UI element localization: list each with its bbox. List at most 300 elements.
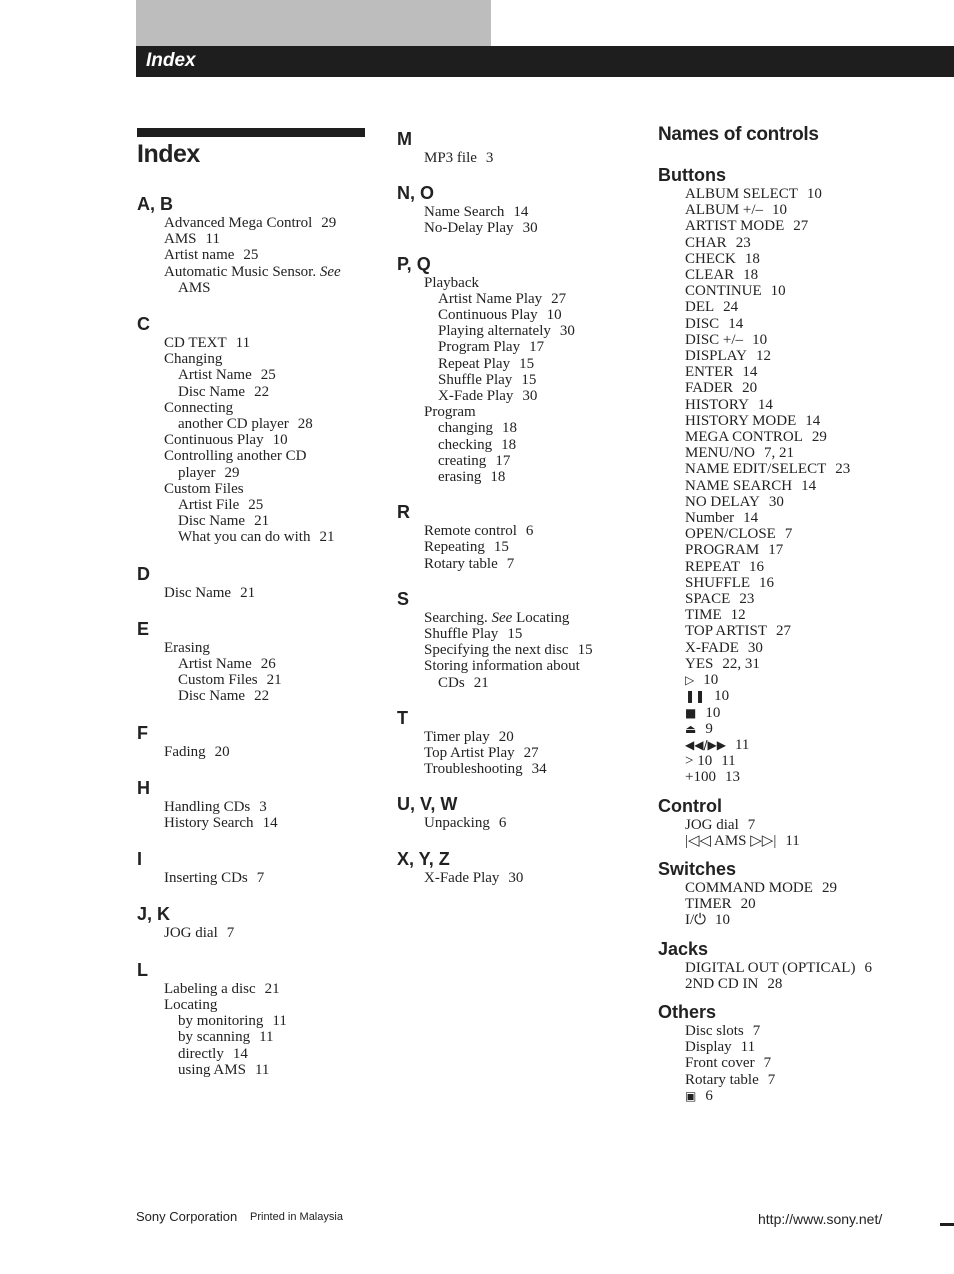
page-number: 13 xyxy=(724,769,740,786)
page-number: 34 xyxy=(531,761,547,778)
control-entry xyxy=(658,445,938,461)
page-number: 22, 31 xyxy=(722,655,760,672)
entry-text: Artist File xyxy=(178,497,240,514)
index-section xyxy=(137,618,365,705)
control-entry xyxy=(658,896,938,912)
entry-text: player xyxy=(178,464,216,481)
index-entry xyxy=(137,656,365,672)
entry-text: No-Delay Play xyxy=(424,220,514,237)
entry-text: What you can do with xyxy=(178,529,311,546)
control-name: Front cover xyxy=(685,1055,755,1072)
page-number: 15 xyxy=(577,642,593,659)
index-section xyxy=(397,128,637,166)
control-entry xyxy=(658,575,938,591)
index-entry xyxy=(397,729,637,745)
control-name: MEGA CONTROL xyxy=(685,429,803,446)
entry-text: Rotary table xyxy=(424,555,498,572)
index-entry xyxy=(397,275,637,291)
entry-text: Continuous Play xyxy=(164,432,264,449)
index-entry xyxy=(397,204,637,220)
control-entry xyxy=(658,591,938,607)
index-section xyxy=(137,848,365,886)
controls-group xyxy=(658,938,938,992)
index-entry xyxy=(137,416,365,432)
control-name: HISTORY xyxy=(685,396,749,413)
index-section xyxy=(397,707,637,778)
title-rule xyxy=(137,128,365,137)
index-entry xyxy=(397,291,637,307)
controls-group xyxy=(658,164,938,786)
entry-text: Specifying the next disc xyxy=(424,642,569,659)
controls-group xyxy=(658,858,938,929)
control-entry xyxy=(658,316,938,332)
index-entry xyxy=(397,150,637,166)
control-name: YES xyxy=(685,655,714,672)
index-letter-heading: E xyxy=(137,618,150,639)
control-name: Number xyxy=(685,510,735,527)
control-name: PROGRAM xyxy=(685,542,760,559)
control-name: DISC xyxy=(685,315,720,332)
entry-text: erasing xyxy=(438,469,482,486)
entry-text: AMS xyxy=(164,231,197,248)
page-number: 10 xyxy=(703,672,719,689)
page-number: 29 xyxy=(821,879,837,896)
page-number: 10 xyxy=(272,432,288,449)
page-number: 17 xyxy=(495,452,511,469)
page-number: 12 xyxy=(730,607,746,624)
page-number: 14 xyxy=(805,412,821,429)
entry-text: Playback xyxy=(424,274,479,291)
controls-title: Names of controls xyxy=(658,124,819,145)
page-number: 11 xyxy=(205,231,220,248)
entry-text: Top Artist Play xyxy=(424,745,515,762)
entry-text: by monitoring xyxy=(178,1013,264,1030)
page-number: 29 xyxy=(811,429,827,446)
page-number: 10 xyxy=(806,186,822,202)
entry-text: X-Fade Play xyxy=(424,869,500,886)
index-section xyxy=(137,193,365,296)
index-letter-heading: J, K xyxy=(137,904,171,925)
index-entry xyxy=(397,372,637,388)
index-letter-heading: M xyxy=(397,129,412,149)
entry-text: Labeling a disc xyxy=(164,980,256,997)
page-number: 27 xyxy=(551,290,567,307)
control-entry xyxy=(658,705,938,721)
control-name: COMMAND MODE xyxy=(685,879,813,896)
index-entry xyxy=(137,335,365,351)
controls-group-heading: Control xyxy=(658,795,722,816)
entry-text: Searching. xyxy=(424,609,488,626)
index-section xyxy=(137,777,365,831)
control-name: TOP ARTIST xyxy=(685,623,768,640)
control-name: Display xyxy=(685,1039,732,1056)
control-name: Rotary table xyxy=(685,1071,759,1088)
entry-text: Program Play xyxy=(438,339,521,356)
entry-text: Fading xyxy=(164,743,206,760)
control-entry xyxy=(658,656,938,672)
index-entry xyxy=(397,675,637,691)
index-entry xyxy=(397,658,637,674)
page-number: 30 xyxy=(508,869,524,886)
index-entry xyxy=(137,815,365,831)
header-label: Index xyxy=(146,50,196,71)
page-number: 14 xyxy=(728,315,744,332)
control-entry xyxy=(658,737,938,753)
entry-text: History Search xyxy=(164,815,254,832)
control-name: ENTER xyxy=(685,364,734,381)
page-number: 10 xyxy=(546,307,562,324)
index-letter-heading: N, O xyxy=(397,183,435,204)
entry-text: Changing xyxy=(164,351,223,368)
index-section xyxy=(137,722,365,760)
header-bar xyxy=(136,46,954,77)
entry-text: Remote control xyxy=(424,523,517,540)
entry-text: Artist Name Play xyxy=(438,290,543,307)
entry-text: Timer play xyxy=(424,728,490,745)
index-letter-heading: F xyxy=(137,722,148,743)
control-entry xyxy=(658,1023,938,1039)
entry-text: Shuffle Play xyxy=(424,626,499,643)
index-entry xyxy=(397,815,637,831)
index-letter-heading: S xyxy=(397,588,410,609)
index-section xyxy=(397,848,637,886)
controls-group xyxy=(658,1001,938,1104)
page-number: 23 xyxy=(735,234,751,251)
page-number: 21 xyxy=(254,513,270,530)
page-title: Index xyxy=(137,140,200,168)
page-number: 22 xyxy=(254,688,270,705)
control-name: DISPLAY xyxy=(685,348,747,365)
control-entry xyxy=(658,753,938,769)
page-number: 21 xyxy=(319,529,335,546)
control-name: SPACE xyxy=(685,591,731,608)
index-entry xyxy=(397,556,637,572)
index-entry xyxy=(137,264,365,280)
page-number: 11 xyxy=(272,1013,287,1030)
control-name: FADER xyxy=(685,380,734,397)
page-number: 20 xyxy=(740,896,756,913)
page-number: 14 xyxy=(743,510,759,527)
index-entry xyxy=(397,761,637,777)
entry-text: Artist name xyxy=(164,247,235,264)
entry-text: using AMS xyxy=(178,1061,246,1078)
index-letter-heading: T xyxy=(397,707,408,728)
page-number: 7 xyxy=(763,1055,772,1072)
control-entry xyxy=(658,1039,938,1055)
control-name: I/⏻ xyxy=(685,912,707,929)
index-entry xyxy=(137,925,365,941)
page-number: 6 xyxy=(498,815,507,832)
index-letter-heading: P, Q xyxy=(397,253,431,274)
entry-text: Artist Name xyxy=(178,367,252,384)
entry-text: Artist Name xyxy=(178,656,252,673)
index-entry xyxy=(137,367,365,383)
page-number: 10 xyxy=(714,688,730,705)
index-section xyxy=(137,903,365,941)
control-name: REPEAT xyxy=(685,558,741,575)
page-number: 20 xyxy=(742,380,758,397)
control-name: NAME EDIT/SELECT xyxy=(685,461,827,478)
entry-text: Storing information about xyxy=(424,658,580,675)
entry-text: Unpacking xyxy=(424,815,490,832)
control-name: HISTORY MODE xyxy=(685,412,797,429)
control-entry xyxy=(658,267,938,283)
control-entry xyxy=(658,640,938,656)
control-entry xyxy=(658,542,938,558)
index-entry xyxy=(137,799,365,815)
control-name: MENU/NO xyxy=(685,445,755,462)
control-entry xyxy=(658,202,938,218)
page-number: 15 xyxy=(521,371,537,388)
entry-text: Continuous Play xyxy=(438,307,538,324)
index-entry xyxy=(137,481,365,497)
control-symbol-icon: ❚❚ xyxy=(685,689,706,704)
index-entry xyxy=(137,384,365,400)
index-entry xyxy=(137,997,365,1013)
footer-url[interactable]: http://www.sony.net/ xyxy=(758,1211,883,1227)
entry-text: Repeating xyxy=(424,539,485,556)
entry-text: CDs xyxy=(438,674,465,691)
index-entry xyxy=(137,529,365,545)
entry-text: Connecting xyxy=(164,399,234,416)
control-entry xyxy=(658,251,938,267)
control-name: DISC +/– xyxy=(685,331,744,348)
index-entry xyxy=(137,1029,365,1045)
control-entry xyxy=(658,559,938,575)
index-entry xyxy=(137,981,365,997)
index-letter-heading: U, V, W xyxy=(397,794,458,815)
page-number: 18 xyxy=(743,267,759,284)
entry-text: Name Search xyxy=(424,204,505,221)
footer-printed: Printed in Malaysia xyxy=(250,1211,343,1223)
control-entry xyxy=(658,960,938,976)
entry-text: Troubleshooting xyxy=(424,761,523,778)
control-name: CHAR xyxy=(685,234,727,251)
page-number: 10 xyxy=(715,912,731,929)
control-entry xyxy=(658,461,938,477)
page-number: 15 xyxy=(507,626,523,643)
index-entry xyxy=(397,523,637,539)
index-entry xyxy=(137,1013,365,1029)
control-name: X-FADE xyxy=(685,639,739,656)
page-number: 9 xyxy=(705,720,713,737)
index-entry xyxy=(137,231,365,247)
control-symbol-icon: ■ xyxy=(685,705,697,720)
control-name: SHUFFLE xyxy=(685,574,751,591)
page-number: 30 xyxy=(747,639,763,656)
control-symbol-icon: ▣ xyxy=(685,1088,697,1103)
entry-text: JOG dial xyxy=(164,925,218,942)
control-name: TIMER xyxy=(685,896,732,913)
page-number: 15 xyxy=(493,539,509,556)
index-entry xyxy=(137,513,365,529)
index-section xyxy=(397,793,637,831)
controls-group-heading: Buttons xyxy=(658,165,726,185)
control-entry xyxy=(658,817,938,833)
index-entry xyxy=(137,215,365,231)
page-number: 20 xyxy=(498,728,514,745)
index-entry xyxy=(397,453,637,469)
control-entry xyxy=(658,186,938,202)
control-entry xyxy=(658,348,938,364)
page-number: 17 xyxy=(768,542,784,559)
see-target: Locating xyxy=(516,609,570,626)
page-number: 14 xyxy=(757,396,773,413)
control-name: DEL xyxy=(685,299,715,316)
page-number: 6 xyxy=(864,959,872,976)
entry-text: Handling CDs xyxy=(164,798,251,815)
index-column-2 xyxy=(397,128,637,902)
control-entry xyxy=(658,510,938,526)
index-letter-heading: R xyxy=(397,502,410,523)
entry-text: Advanced Mega Control xyxy=(164,215,313,231)
page-number: 18 xyxy=(501,420,517,437)
page-number: 11 xyxy=(254,1061,270,1078)
index-section xyxy=(137,959,365,1078)
entry-text: changing xyxy=(438,420,493,437)
entry-text: by scanning xyxy=(178,1029,251,1046)
control-symbol-icon: ⏏ xyxy=(685,721,697,736)
entry-text: checking xyxy=(438,436,493,453)
page-number: 3 xyxy=(259,798,267,815)
entry-text: X-Fade Play xyxy=(438,388,514,405)
page-number: 21 xyxy=(266,672,282,689)
index-letter-heading: C xyxy=(137,314,150,335)
control-entry xyxy=(658,299,938,315)
entry-text: Disc Name xyxy=(178,513,246,530)
page-number: 7 xyxy=(752,1022,761,1039)
control-entry xyxy=(658,672,938,688)
page-number: 27 xyxy=(776,623,792,640)
index-entry xyxy=(397,388,637,404)
index-entry xyxy=(397,307,637,323)
page-number: 24 xyxy=(723,299,739,316)
see-reference: See xyxy=(319,263,341,280)
index-section xyxy=(137,313,365,546)
page-number: 18 xyxy=(501,436,517,453)
control-name: > 10 xyxy=(685,753,713,770)
page-number: 14 xyxy=(801,477,817,494)
control-entry xyxy=(658,769,938,785)
page-number: 25 xyxy=(260,367,276,384)
index-letter-heading: I xyxy=(137,849,143,870)
page-number: 30 xyxy=(522,388,538,405)
page-number: 6 xyxy=(705,1087,713,1104)
control-entry xyxy=(658,478,938,494)
index-entry xyxy=(137,672,365,688)
control-entry xyxy=(658,526,938,542)
page-number: 18 xyxy=(744,250,760,267)
index-entry xyxy=(137,247,365,263)
entry-text: Erasing xyxy=(164,639,210,656)
index-letter-heading: X, Y, Z xyxy=(397,848,450,869)
entry-text: AMS xyxy=(178,279,211,296)
page-number: 29 xyxy=(224,464,240,481)
page-number: 17 xyxy=(529,339,545,356)
page-number: 23 xyxy=(835,461,851,478)
control-name: Disc slots xyxy=(685,1022,744,1039)
control-entry xyxy=(658,623,938,639)
page-number: 7 xyxy=(747,816,756,833)
index-entry xyxy=(137,432,365,448)
control-entry xyxy=(658,380,938,396)
footer-company: Sony Corporation xyxy=(136,1209,238,1224)
control-name: ALBUM SELECT xyxy=(685,186,798,202)
header-grey-tab xyxy=(136,0,491,46)
index-section xyxy=(397,588,637,691)
page-number: 26 xyxy=(260,656,276,673)
entry-text: Repeat Play xyxy=(438,355,511,372)
index-entry xyxy=(137,744,365,760)
entry-text: directly xyxy=(178,1045,224,1062)
page-number: 14 xyxy=(742,364,758,381)
index-section xyxy=(397,182,637,236)
control-symbol-icon: ▷ xyxy=(685,673,695,688)
control-name: |◁◁ AMS ▷▷| xyxy=(685,832,777,849)
entry-text: Custom Files xyxy=(178,672,258,689)
page-number: 30 xyxy=(559,323,575,340)
control-entry xyxy=(658,880,938,896)
entry-text: Disc Name xyxy=(178,383,246,400)
control-name: 2ND CD IN xyxy=(685,975,759,992)
control-name: OPEN/CLOSE xyxy=(685,526,776,543)
page-number: 3 xyxy=(485,150,494,166)
page-number: 27 xyxy=(523,745,539,762)
page-number: 7 xyxy=(506,555,515,572)
index-entry xyxy=(397,539,637,555)
index-entry xyxy=(397,642,637,658)
index-entry xyxy=(137,688,365,704)
index-entry xyxy=(137,448,365,464)
control-entry xyxy=(658,688,938,704)
control-entry xyxy=(658,494,938,510)
page-number: 18 xyxy=(490,469,506,486)
controls-group xyxy=(658,795,938,849)
entry-text: another CD player xyxy=(178,416,289,433)
index-entry xyxy=(397,745,637,761)
index-letter-heading: A, B xyxy=(137,194,173,214)
page-number: 28 xyxy=(297,416,313,433)
index-section xyxy=(397,501,637,572)
page-number: 14 xyxy=(232,1045,248,1062)
control-entry xyxy=(658,833,938,849)
index-letter-heading: D xyxy=(137,563,150,584)
control-entry xyxy=(658,1072,938,1088)
index-entry xyxy=(137,640,365,656)
index-entry xyxy=(137,400,365,416)
see-reference: See xyxy=(491,609,513,626)
index-entry xyxy=(397,870,637,886)
page-number: 20 xyxy=(214,743,230,760)
index-entry xyxy=(137,351,365,367)
index-entry xyxy=(397,339,637,355)
controls-column xyxy=(658,124,938,1113)
index-column-1 xyxy=(137,128,365,1095)
control-entry xyxy=(658,429,938,445)
index-entry xyxy=(397,610,637,626)
index-entry xyxy=(397,356,637,372)
control-name: ALBUM +/– xyxy=(685,202,764,219)
entry-text: Locating xyxy=(164,996,218,1013)
page-number: 7 xyxy=(256,870,265,887)
index-letter-heading: H xyxy=(137,777,150,798)
control-name: TIME xyxy=(685,607,722,624)
entry-text: MP3 file xyxy=(424,150,477,166)
index-entry xyxy=(397,437,637,453)
page-number: 28 xyxy=(767,975,783,992)
control-symbol-icon: ◀◀/▶▶ xyxy=(685,737,726,752)
entry-text: Custom Files xyxy=(164,480,244,497)
